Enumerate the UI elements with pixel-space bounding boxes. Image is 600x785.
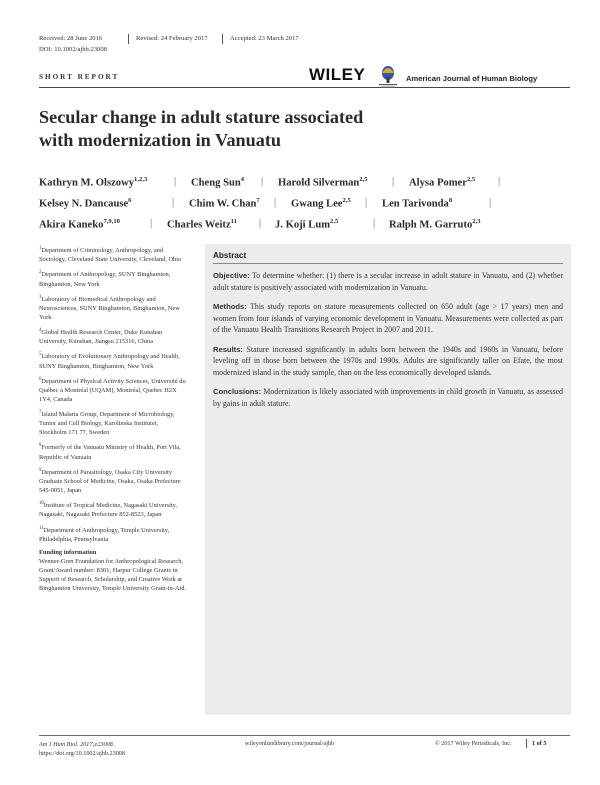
author-sup: 2,3 [472,218,481,225]
abstract-box [205,244,571,715]
abstract-section-label: Methods: [213,302,247,311]
abstract-section [213,301,563,336]
author-sup: 6 [128,197,132,204]
date-divider [222,34,223,44]
abstract-section-text: To determine whether: (1) there is a secular increase in adult stature in Vanuatu, and (2) whether adult stature is positively associated with modernization in Vanuatu. [213,271,563,292]
footer-citation-block [39,740,125,758]
author-sup: 2,5 [342,197,351,204]
date-divider [128,34,129,44]
received-date: Received: 28 June 2016 [39,35,103,42]
author-separator: | [498,176,501,187]
author [39,176,147,189]
footer-divider [526,739,527,748]
publisher-logo: WILEY [309,65,366,84]
author-row [39,197,579,218]
author [389,218,481,231]
society-seal-icon [376,64,400,90]
abstract-section-text: This study reports on stature measurements collected on 650 adult (age > 17 years) men and women from four islands of varying economic development in Vanuatu. Measurements were collected as part of the Vanuatu Health Transitions Research Project in 2007 and 2011. [213,302,563,334]
affiliation-text: Island Malaria Group, Department of Microbiology, Tumor and Cell Biology, Karolinska Institutet, Stockholm 171 77, Sweden [39,411,175,437]
author [291,197,351,210]
affiliation [39,268,187,288]
footer-rule [39,735,570,736]
abstract-section-label: Conclusions: [213,387,262,396]
author-separator: | [274,197,277,208]
affiliation [39,466,187,495]
abstract-section-label: Objective: [213,271,250,280]
affiliation [39,244,187,264]
affiliation-number: 2 [39,270,42,276]
author-sup: 7,9,10 [103,218,120,225]
journal-name: American Journal of Human Biology [406,74,538,83]
author [191,176,244,189]
author-separator: | [392,176,395,187]
abstract-section [213,270,563,293]
affiliations-column [39,244,187,593]
author [189,197,260,210]
affiliation [39,524,187,544]
author-separator: | [365,197,368,208]
author-list [39,176,579,239]
affiliation [39,408,187,437]
doi[interactable]: DOI: 10.1002/ajhb.23008 [39,46,107,53]
affiliation [39,326,187,346]
author-name: Kathryn M. Olszowy [39,177,135,189]
affiliation [39,375,187,404]
author-separator: | [373,218,376,229]
affiliation-number: 5 [39,352,42,358]
affiliation-number: 7 [39,410,42,416]
author [275,218,338,231]
affiliation-text: Department of Anthropology, Temple University, Philadelphia, Pennsylvania [39,526,170,543]
author [382,197,452,210]
funding-heading: Funding information [39,548,97,556]
author-sup: 7 [256,197,260,204]
author-name: Harold Silverman [278,177,360,189]
abstract-rule [213,263,563,264]
affiliation [39,499,187,519]
affiliation [39,441,187,461]
author-separator: | [172,197,175,208]
affiliation-number: 10 [39,501,44,507]
footer-citation: Am J Hum Biol. 2017;e23008. [39,741,115,748]
affiliation-text: Institute of Tropical Medicine, Nagasaki University, Nagasaki, Nagasaki Prefecture 852-8523, Japan [39,502,178,519]
author-separator: | [489,197,492,208]
affiliation-text: Department of Anthropology, SUNY Binghamton, Binghamton, New York [39,271,171,288]
author-sup: 1,2,3 [134,176,148,183]
author-sup: 4 [240,176,245,183]
affiliation-text: Laboratory of Biomedical Anthropology and Neurosciences, SUNY Binghamton, Binghamton, New York [39,295,180,321]
author-name: Charles Weitz [167,219,231,231]
affiliation-text: Formerly of the Vanuatu Ministry of Health, Port Vila, Republic of Vanuatu [39,444,181,461]
abstract-heading: Abstract [213,251,247,260]
author-row [39,176,579,197]
affiliation-number: 4 [39,328,42,334]
author-sup: 2,5 [330,218,339,225]
author [167,218,237,231]
affiliation-text: Laboratory of Evolutionary Anthropology and Health, SUNY Binghamton, Binghamton, New York [39,353,180,370]
affiliation-text: Global Health Research Center, Duke Kunshan University, Kunshan, Jiangsu 215316, China [39,329,163,346]
author-sup: 2,5 [359,176,368,183]
footer-doi-link[interactable]: https://doi.org/10.1002/ajhb.23008 [39,750,125,757]
author-separator: | [259,218,262,229]
author-name: Alysa Pomer [409,177,467,189]
affiliation-number: 9 [39,467,42,473]
affiliation-number: 8 [39,443,42,449]
abstract-body [213,270,563,417]
affiliation-number: 1 [39,246,42,251]
abstract-section [213,344,563,379]
affiliation-text: Department of Criminology, Anthropology, and Sociology, Cleveland State University, Cleveland, Ohio [39,247,182,264]
author-sup: 8 [448,197,453,204]
author-sup: 11 [230,218,237,225]
author [409,176,475,189]
author-name: Chim W. Chan [189,198,257,210]
author [278,176,368,189]
page-number: 1 of 5 [532,740,547,747]
affiliation-number: 6 [39,376,42,382]
abstract-section [213,386,563,409]
author-row [39,218,579,239]
author-name: Ralph M. Garruto [389,219,473,231]
accepted-date: Accepted: 23 March 2017 [230,35,299,42]
author-separator: | [150,218,153,229]
section-label: SHORT REPORT [39,73,120,81]
author-separator: | [261,176,264,187]
footer-site-link[interactable]: wileyonlinelibrary.com/journal/ajhb [245,740,335,747]
affiliation-text: Department of Parasitology, Osaka City University Graduate School of Medicine, Osaka, Osaka Prefecture 545-0051, Japan [39,468,181,495]
section-rule [39,87,570,88]
affiliation [39,293,187,322]
author-name: Cheng Sun [191,177,241,189]
affiliation-text: Department of Physical Activity Sciences, Université du Québec à Montréal (UQAM), Montréal, Quebec H2X 1Y4, Canada [39,377,186,403]
author-name: Kelsey N. Dancause [39,198,129,210]
author [39,197,131,210]
author-name: J. Koji Lum [275,219,331,231]
article-title: Secular change in adult stature associated with modernization in Vanuatu [39,107,364,150]
author-name: Len Tarivonda [382,198,449,210]
author-sup: 2,5 [466,176,476,183]
revised-date: Revised: 24 February 2017 [136,35,208,42]
affiliation [39,350,187,370]
author [39,218,120,231]
abstract-section-label: Results: [213,344,243,354]
author-name: Gwang Lee [291,198,343,210]
affiliation-number: 3 [39,294,42,300]
author-name: Akira Kaneko [39,219,104,231]
footer-copyright: © 2017 Wiley Periodicals, Inc. [435,740,512,747]
author-separator: | [174,176,177,187]
funding-text: Wenner-Gren Foundation for Anthropological Research, Grant/Award number: 8301; Harpur College Grants in Support of Research, Scholarship, and Creative Work at Binghamton University, Temple University Grant-in-Aid. [39,557,187,593]
affiliation-number: 11 [39,525,44,531]
abstract-section-text: Stature increased significantly in adults born between the 1940s and 1960s in Vanuatu, before leveling off in those born between the 1970s and 1990s. Adults are significantly taller on Efate, the most modernized island in the study sample, than on the less economically developed islands. [213,344,563,377]
abstract-section-text: Modernization is likely associated with improvements in child growth in Vanuatu, as assessed by gains in adult stature. [213,387,563,408]
